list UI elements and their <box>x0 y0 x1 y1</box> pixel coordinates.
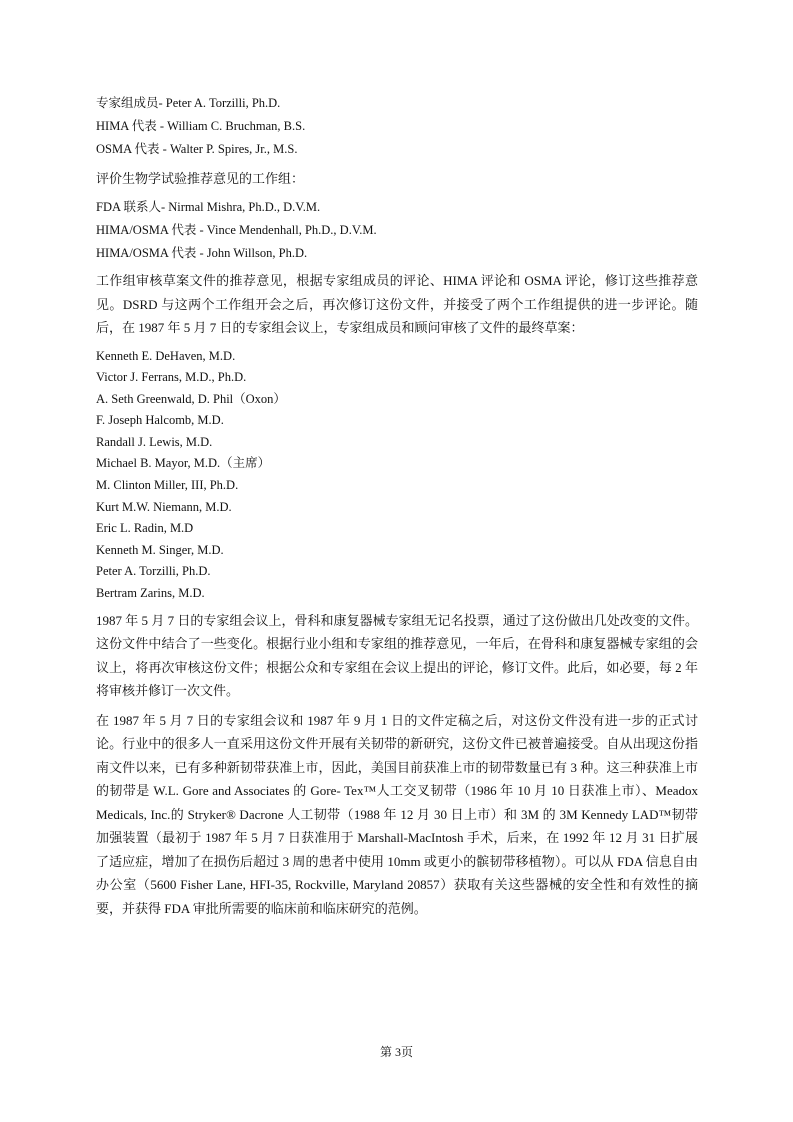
panel-member: Kurt M.W. Niemann, M.D. <box>96 499 232 514</box>
workgroup-line: HIMA/OSMA 代表 - Vince Mendenhall, Ph.D., D.V.M. <box>96 223 377 237</box>
workgroup-heading: 评价生物学试验推荐意见的工作组： <box>96 171 305 186</box>
panel-member: Bertram Zarins, M.D. <box>96 586 205 601</box>
panel-member: A. Seth Greenwald, D. Phil（Oxon） <box>96 391 286 406</box>
panel-member: Peter A. Torzilli, Ph.D. <box>96 564 211 579</box>
page-number: 第 3页 <box>379 1045 413 1059</box>
paragraph-review: 工作组审核草案文件的推荐意见，根据专家组成员的评论、HIMA 评论和 OSMA 评论，修订这些推荐意见。DSRD 与这两个工作组开会之后，再次修订这份文件，并接受了两个工作组提供的进一步评论。随后，在 1987 年 5 月 7 日的专家组会议上，专家组成员和顾问审核了文件的最终草案： <box>96 273 698 335</box>
panel-member: Eric L. Radin, M.D <box>96 521 194 536</box>
paragraph-final: 在 1987 年 5 月 7 日的专家组会议和 1987 年 9 月 1 日的文件定稿之后，对这份文件没有进一步的正式讨论。行业中的很多人一直采用这份文件开展有关韧带的新研究，这份文件已被普遍接受。自从出现这份指南文件以来，已有多种新韧带获准上市，因此，美国目前获准上市的韧带数量已有 3 种。这三种获准上市的韧带是 W.L. Gore and Associates 的 Gore- Tex™人工交叉韧带（1986 年 10 月 10 日获准上市）、Meadox Medicals, Inc.的 Stryker® Dacrone 人工韧带（1988 年 12 月 30 日上市）和 3M 的 3M Kennedy LAD™韧带加强装置（最初于 1987 年 5 月 7 日获准用于 Marshall-MacIntosh 手术，后来，在 1992 年 12 月 31 日扩展了适应症，增加了在损伤后超过 3 周的患者中使用 10mm 或更小的髌韧带移植物）。可以从 FDA 信息自由办公室（5600 Fisher Lane, HFI-35, Rockville, Maryland 20857）获取有关这些器械的安全性和有效性的摘要，并获得 FDA 审批所需要的临床前和临床研究的范例。 <box>96 712 698 916</box>
panel-representatives <box>96 92 698 161</box>
workgroup-members <box>96 196 698 265</box>
document-page <box>96 92 698 920</box>
panel-member: F. Joseph Halcomb, M.D. <box>96 413 224 428</box>
panel-member: Kenneth M. Singer, M.D. <box>96 542 224 557</box>
panel-member-list <box>96 346 698 605</box>
panel-member: Randall J. Lewis, M.D. <box>96 434 213 449</box>
workgroup-line: FDA 联系人- Nirmal Mishra, Ph.D., D.V.M. <box>96 200 321 214</box>
panel-line: HIMA 代表 - William C. Bruchman, B.S. <box>96 119 306 133</box>
panel-member: Kenneth E. DeHaven, M.D. <box>96 348 236 363</box>
panel-member: Victor J. Ferrans, M.D., Ph.D. <box>96 370 247 385</box>
workgroup-line: HIMA/OSMA 代表 - John Willson, Ph.D. <box>96 246 308 260</box>
panel-line: OSMA 代表 - Walter P. Spires, Jr., M.S. <box>96 142 298 156</box>
panel-member: Michael B. Mayor, M.D.（主席） <box>96 456 271 471</box>
panel-member: M. Clinton Miller, III, Ph.D. <box>96 478 239 493</box>
panel-line: 专家组成员- Peter A. Torzilli, Ph.D. <box>96 96 281 110</box>
paragraph-vote: 1987 年 5 月 7 日的专家组会议上，骨科和康复器械专家组无记名投票，通过了这份做出几处改变的文件。这份文件中结合了一些变化。根据行业小组和专家组的推荐意见，一年后，在骨科和康复器械专家组的会议上，将再次审核这份文件；根据公众和专家组在会议上提出的评论，修订文件。此后，如必要，每 2 年将审核并修订一次文件。 <box>96 612 698 699</box>
